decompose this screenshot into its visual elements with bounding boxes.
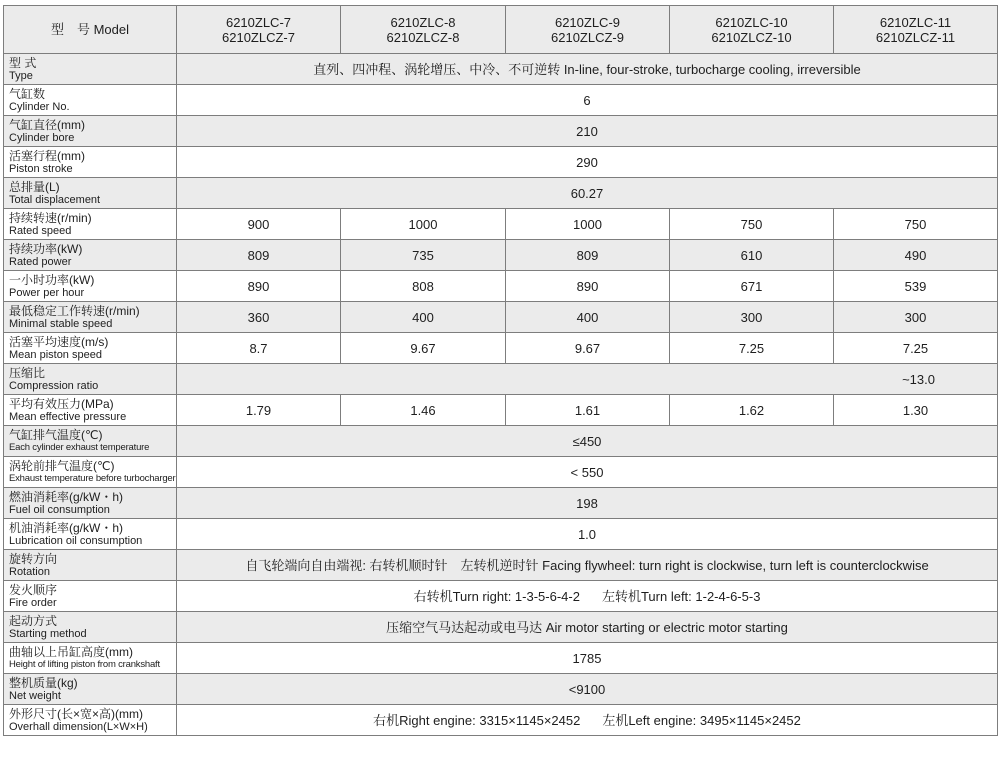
spec-label-en: Piston stroke	[9, 162, 73, 175]
spec-value-text-secondary: 左机Left engine: 3495×1145×2452	[602, 712, 801, 728]
spec-value-text: 1785	[572, 650, 602, 666]
spec-label-zh: 气缸排气温度(℃)	[9, 427, 103, 442]
spec-row	[4, 302, 998, 333]
spec-value: 735	[341, 240, 506, 271]
model-code-alt: 6210ZLCZ-11	[875, 29, 956, 45]
spec-value: 808	[341, 271, 506, 302]
spec-value: 890	[506, 271, 670, 302]
spec-value: 9.67	[341, 333, 506, 364]
spec-value: 1.61	[506, 395, 670, 426]
spec-row	[4, 705, 998, 736]
spec-value: 400	[341, 302, 506, 333]
model-header-label: 型 号 Model	[4, 6, 177, 54]
spec-label-zh: 外形尺寸(长×宽×高)(mm)	[9, 706, 143, 721]
model-code: 6210ZLC-8	[390, 14, 456, 30]
model-header-cell	[341, 6, 506, 54]
spec-value: 890	[177, 271, 341, 302]
spec-label-zh: 气缸直径(mm)	[9, 117, 85, 132]
spec-value: 360	[177, 302, 341, 333]
spec-value-span	[177, 364, 998, 395]
spec-value-text: 198	[576, 495, 598, 511]
spec-label-zh: 持续功率(kW)	[9, 241, 83, 256]
spec-label-en: Total displacement	[9, 193, 101, 206]
spec-label-zh: 旋转方向	[9, 551, 58, 566]
spec-label	[4, 209, 177, 240]
spec-value: 1000	[341, 209, 506, 240]
spec-label-zh: 气缸数	[9, 86, 46, 101]
spec-label-zh: 持续转速(r/min)	[9, 210, 92, 225]
spec-label	[4, 302, 177, 333]
spec-label	[4, 116, 177, 147]
spec-row	[4, 457, 998, 488]
spec-value-span	[177, 116, 998, 147]
spec-label	[4, 364, 177, 395]
spec-label	[4, 581, 177, 612]
spec-row	[4, 643, 998, 674]
spec-label-en: Rated speed	[9, 224, 72, 237]
spec-value: 300	[670, 302, 834, 333]
spec-label	[4, 519, 177, 550]
spec-table	[3, 5, 998, 736]
spec-row	[4, 426, 998, 457]
model-code: 6210ZLC-11	[879, 14, 952, 30]
spec-label-zh: 一小时功率(kW)	[9, 272, 95, 287]
spec-label-zh: 起动方式	[9, 613, 58, 628]
spec-value: 750	[834, 209, 998, 240]
spec-label	[4, 705, 177, 736]
spec-label-en: Exhaust temperature before turbocharger	[9, 472, 176, 484]
spec-label	[4, 54, 177, 85]
model-code-alt: 6210ZLCZ-10	[711, 29, 792, 45]
spec-label	[4, 674, 177, 705]
spec-value-text: ≤450	[572, 433, 602, 449]
spec-label	[4, 426, 177, 457]
spec-value: 539	[834, 271, 998, 302]
spec-row	[4, 240, 998, 271]
spec-label-zh: 压缩比	[9, 365, 46, 380]
spec-row	[4, 85, 998, 116]
spec-value-span	[177, 612, 998, 643]
spec-row	[4, 333, 998, 364]
spec-label	[4, 643, 177, 674]
spec-value: 490	[834, 240, 998, 271]
spec-label-en: Type	[9, 69, 33, 82]
spec-value-text: 210	[576, 123, 598, 139]
model-code: 6210ZLC-7	[225, 14, 292, 30]
spec-label-zh: 燃油消耗率(g/kW・h)	[9, 489, 124, 504]
spec-value-span	[177, 457, 998, 488]
spec-value-span	[177, 178, 998, 209]
spec-row	[4, 550, 998, 581]
spec-value-span	[177, 705, 998, 736]
spec-label	[4, 550, 177, 581]
spec-value: 900	[177, 209, 341, 240]
spec-value-span	[177, 488, 998, 519]
spec-row	[4, 674, 998, 705]
model-header-cell	[177, 6, 341, 54]
spec-value-text: < 550	[570, 464, 604, 480]
spec-label-en: Minimal stable speed	[9, 317, 113, 330]
spec-row	[4, 488, 998, 519]
header-row	[4, 6, 998, 54]
spec-label-en: Rotation	[9, 565, 50, 578]
spec-value: 400	[506, 302, 670, 333]
spec-row	[4, 395, 998, 426]
spec-value-text-secondary: 左转机Turn left: 1-2-4-6-5-3	[601, 588, 761, 604]
spec-value-text: 290	[576, 154, 598, 170]
spec-value-span	[177, 674, 998, 705]
model-code-alt: 6210ZLCZ-9	[551, 29, 624, 45]
spec-value: 9.67	[506, 333, 670, 364]
spec-label	[4, 457, 177, 488]
spec-label-en: Lubrication oil consumption	[9, 534, 143, 547]
spec-value: 1.79	[177, 395, 341, 426]
spec-label-zh: 最低稳定工作转速(r/min)	[9, 303, 140, 318]
spec-row	[4, 581, 998, 612]
spec-value-span	[177, 581, 998, 612]
spec-value-text: 右机Right engine: 3315×1145×2452	[373, 712, 581, 728]
spec-label-en: Height of lifting piston from crankshaft	[9, 658, 160, 670]
spec-value-span	[177, 85, 998, 116]
spec-row	[4, 271, 998, 302]
spec-row	[4, 147, 998, 178]
spec-label-en: Overhall dimension(L×W×H)	[9, 720, 148, 733]
spec-label-en: Cylinder bore	[9, 131, 75, 144]
spec-value-span	[177, 643, 998, 674]
spec-row	[4, 364, 998, 395]
spec-value: 1.30	[834, 395, 998, 426]
spec-label-zh: 发火顺序	[9, 582, 58, 597]
model-header-cell	[506, 6, 670, 54]
spec-label	[4, 147, 177, 178]
spec-value: 7.25	[670, 333, 834, 364]
spec-value-text: 直列、四冲程、涡轮增压、中冷、不可逆转 In-line, four-stroke, turbocharge cooling, irreversible	[313, 61, 861, 77]
spec-label	[4, 178, 177, 209]
model-header-cell	[834, 6, 998, 54]
spec-label-en: Rated power	[9, 255, 72, 268]
spec-value: 8.7	[177, 333, 341, 364]
spec-value-text: 1.0	[577, 526, 597, 542]
spec-value-span	[177, 519, 998, 550]
spec-label-en: Fuel oil consumption	[9, 503, 110, 516]
spec-row	[4, 116, 998, 147]
model-header-cell	[670, 6, 834, 54]
spec-row	[4, 612, 998, 643]
spec-label	[4, 333, 177, 364]
model-code: 6210ZLC-9	[554, 14, 621, 30]
spec-table-body	[4, 6, 998, 736]
spec-value-span	[177, 426, 998, 457]
spec-value: 1000	[506, 209, 670, 240]
spec-value: 1.46	[341, 395, 506, 426]
spec-value-text: 60.27	[570, 185, 604, 201]
spec-value-text: 6	[583, 92, 591, 108]
spec-label	[4, 271, 177, 302]
spec-value: 750	[670, 209, 834, 240]
spec-label-en: Fire order	[9, 596, 57, 609]
spec-label	[4, 612, 177, 643]
spec-label-zh: 活塞平均速度(m/s)	[9, 334, 109, 349]
spec-value: 809	[506, 240, 670, 271]
spec-label-en: Net weight	[9, 689, 61, 702]
spec-label-en: Mean piston speed	[9, 348, 102, 361]
spec-label	[4, 85, 177, 116]
spec-label	[4, 240, 177, 271]
spec-label-zh: 平均有效压力(MPa)	[9, 396, 114, 411]
spec-value-span	[177, 147, 998, 178]
spec-label-zh: 涡轮前排气温度(℃)	[9, 458, 115, 473]
spec-row	[4, 209, 998, 240]
spec-label-en: Power per hour	[9, 286, 85, 299]
spec-value-text: 压缩空气马达起动或电马达 Air motor starting or electric motor starting	[386, 619, 788, 635]
spec-label-zh: 型 式	[9, 55, 37, 70]
spec-value: 809	[177, 240, 341, 271]
spec-value-text: ~13.0	[902, 371, 935, 387]
spec-row	[4, 54, 998, 85]
spec-label-zh: 机油消耗率(g/kW・h)	[9, 520, 124, 535]
spec-value: 610	[670, 240, 834, 271]
spec-label-zh: 活塞行程(mm)	[9, 148, 85, 163]
spec-value-text: <9100	[568, 681, 606, 697]
spec-value-text: 右转机Turn right: 1-3-5-6-4-2	[413, 588, 580, 604]
spec-value: 7.25	[834, 333, 998, 364]
spec-value-text: 自飞轮端向自由端视: 右转机顺时针 左转机逆时针 Facing flywheel: turn right is clockwise, turn left is counterclockwise	[245, 557, 929, 573]
model-code-alt: 6210ZLCZ-7	[222, 29, 295, 45]
spec-label	[4, 395, 177, 426]
spec-value-span	[177, 550, 998, 581]
model-code: 6210ZLC-10	[715, 14, 788, 30]
spec-label-en: Compression ratio	[9, 379, 99, 392]
spec-label-zh: 曲轴以上吊缸高度(mm)	[9, 644, 133, 659]
spec-label	[4, 488, 177, 519]
model-code-alt: 6210ZLCZ-8	[386, 29, 460, 45]
spec-label-en: Each cylinder exhaust temperature	[9, 441, 150, 453]
spec-value: 300	[834, 302, 998, 333]
spec-value: 1.62	[670, 395, 834, 426]
spec-label-en: Cylinder No.	[9, 100, 70, 113]
spec-label-en: Mean effective pressure	[9, 410, 127, 423]
spec-value-span	[177, 54, 998, 85]
spec-label-zh: 整机质量(kg)	[9, 675, 78, 690]
spec-row	[4, 519, 998, 550]
spec-label-en: Starting method	[9, 627, 87, 640]
spec-value: 671	[670, 271, 834, 302]
spec-row	[4, 178, 998, 209]
spec-label-zh: 总排量(L)	[9, 179, 60, 194]
